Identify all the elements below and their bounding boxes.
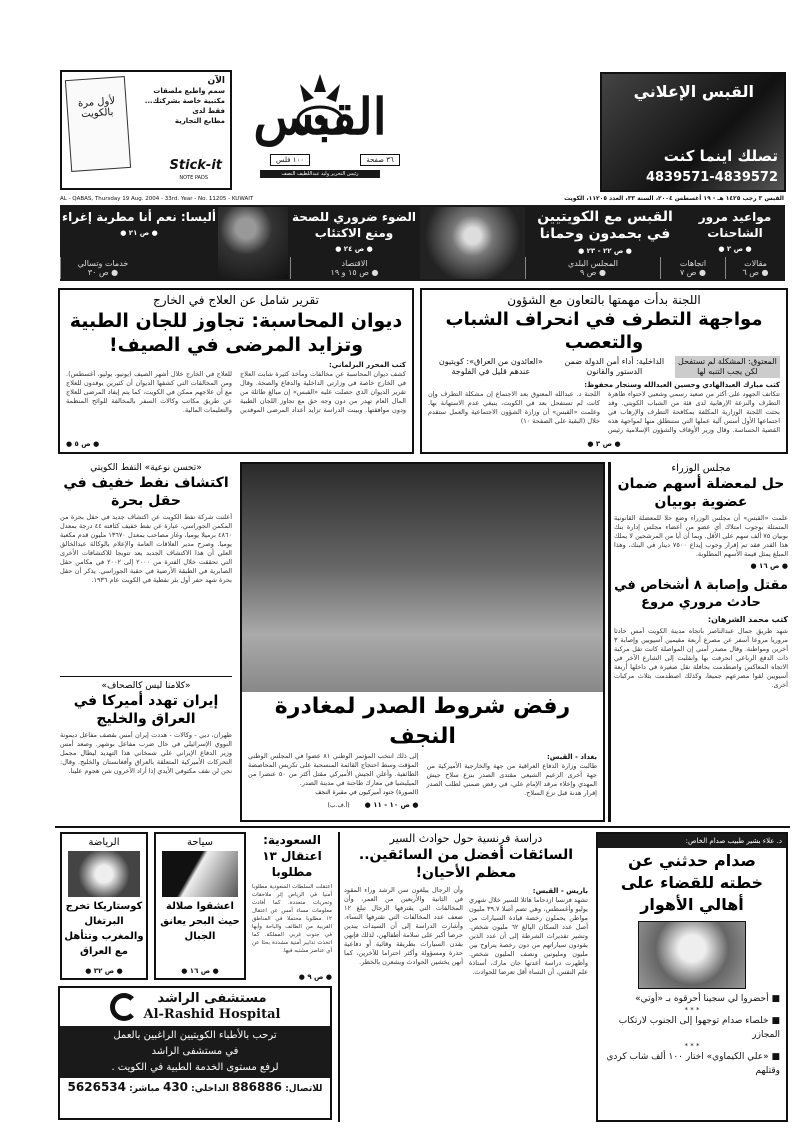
teaser-title: الضوء ضروري للصحة ومنع الاكتئاب xyxy=(291,210,417,240)
story-byline: كتب محمد الشرهان: xyxy=(707,615,788,624)
story-byline: كتب مبارك العبدالهادي وحسين العبدالله وسنجار محفوظ: xyxy=(584,381,780,389)
page-ref: ● ص ٩ ● xyxy=(298,973,332,981)
ad-brand: Stick-it xyxy=(169,158,222,173)
photo-salalah xyxy=(162,851,238,897)
story-kicker: د. علاء بشير طبيب صدام الخاص: xyxy=(598,834,786,848)
ext-label: الداخلي: xyxy=(191,1084,229,1094)
bullet xyxy=(604,992,780,1006)
story-headline: السائقات أفضل من السائقين.. معظم الأحيان! xyxy=(358,847,574,881)
subhead: المعتوق: المشكلة لم تستفحل لكن يجب التنبه لها xyxy=(675,356,780,378)
box-headline: اعشقوا صلالة حيث البحر يعانق الجبال xyxy=(160,901,240,942)
story-byline: كتب المحرر البرلماني: xyxy=(328,361,406,369)
story-body: أعلنت شركة نفط الكويت عن اكتشاف جديد في حقل بحرة من المكمن الجوراسي، عبارة عن نفط خفيف كثافته ٤٤ درجة بمعدل ٤٨٦٠ برميلا يوميا، وغاز مصاحب بمعدل ١٣٦٧٠ مليون قدم مكعبة يوميا. وصرح مدير العلاقات العامة والإعلام بالوكالة عبدالخالق العلي أن هذا الاكتشاف الجديد يعد تتويجا للاكتشافات الأخرى التي تحققت خلال الفترة من ٢٠٠٠ إلى ٢٠٠٢ في مكامن حقل الصابرية في الطبقة الأرضية في حقبة الجوراسي. يذكر أن حقل بحرة شهد حفر أول بئر نفطية في الكويت عام ١٩٣٦. xyxy=(60,513,232,584)
price: ١٠٠ فلس xyxy=(270,154,310,166)
hospital-contact xyxy=(60,1078,330,1097)
dateline-ar: القبس ٣ رجب ١٤٢٥ هـ - ١٩ أغسطس ٢٠٠٤، السنة ٣٣، العدد ١١٢٠٥، الكويت xyxy=(564,195,784,202)
page-ref: ● ص ٢٤ ● xyxy=(335,245,373,253)
story-oil[interactable] xyxy=(60,462,232,672)
page-ref: ● ص ٧ xyxy=(679,268,707,277)
story-saddam[interactable] xyxy=(596,832,788,1122)
section-label: المجلس البلدي xyxy=(567,259,619,268)
teaser-trucks[interactable] xyxy=(685,205,785,255)
story-cabinet[interactable] xyxy=(614,462,788,571)
bullet-text: خلصاء صدام توجهوا إلى الجنوب لارتكاب المجازر xyxy=(618,1016,780,1040)
story-kicker: تقرير شامل عن العلاج في الخارج xyxy=(153,293,319,307)
story-kicker: «تحسن نوعية» النفط الكويتي xyxy=(90,463,202,473)
ad-line: سمم واطبع ملصقات xyxy=(153,87,225,95)
story-kicker: دراسة فرنسية حول حوادث السير xyxy=(389,832,543,845)
square-bullet-icon: ■ xyxy=(768,1016,780,1026)
page-ref: ● ص ٥ ● xyxy=(66,440,100,448)
dateline-en: AL - QABAS, Thursday 19 Aug. 2004 - 33rd. Year - No. 11205 - KUWAIT xyxy=(60,196,254,202)
story-body: علمت «القبس» أن مجلس الوزراء وضع حلا للمعضلة القانونية المتمثلة بوجوب امتلاك أي عضو من أعضاء مجلس إدارة بنك بوبيان ٧٥ ألف سهم على الأقل. وبما أن أيا من المرشحين لا يملك هذا القدر فقد تم إقرار وجوب إيداع ٧٥٠٠ دينار في البنك، وهذا المبلغ يمثل قيمة الأسهم المطلوبة. xyxy=(614,514,788,558)
hospital-crescent-logo-icon xyxy=(110,993,138,1021)
separator: * * * xyxy=(684,1006,700,1014)
story-kicker: مجلس الوزراء xyxy=(671,463,731,474)
story-headline: السعودية: اعتقال ١٣ مطلوبا xyxy=(262,833,322,879)
story-headline: اكتشاف نفط خفيف في حقل بحرة xyxy=(63,475,229,509)
logo-text: القبس xyxy=(253,87,387,146)
section-label: اتجاهات xyxy=(679,259,707,268)
separator: * * * xyxy=(684,1042,700,1050)
teaser-title: القبس مع الكويتيين في بحمدون وحمانا xyxy=(537,209,673,242)
story-extremism[interactable] xyxy=(420,288,788,454)
story-kicker: اللجنة بدأت مهمتها بالتعاون مع الشؤون xyxy=(507,293,701,307)
teaser-title: أليسا: نعم أنا مطربة إغراء xyxy=(62,210,216,224)
logo xyxy=(240,70,400,192)
page-ref: ● ص ٣٢ ● xyxy=(85,967,123,975)
story-body: تشهد فرنسا ازدحاما هائلا للسير خلال شهري يوليو وأغسطس، وهي تضم أصلا ٣٩.٧ مليون مواطن يحملون رخصة قيادة السيارات من أصل عدد السكان البالغ ٦٢ مليون شخص. وتشير تقديرات الشرطة إلى أن عدد الذين يقودون سياراتهم من دون رخصة يتراوح بين مليون ومليونين ونصف المليون شخص. وأظهرت دراسة أعدتها جان مارك، أستاذة علم النفس، أن النساء أقل تعرضا للحوادث. xyxy=(469,896,588,976)
ad-brand-sub: NOTE PADS xyxy=(179,175,208,181)
ext-number: 430 xyxy=(162,1080,189,1094)
direct-label: مباشر: xyxy=(129,1084,160,1094)
photo-soccer xyxy=(68,851,140,897)
teaser-bhamdoun[interactable] xyxy=(525,205,685,255)
ad-line: في مستشفى الراشد xyxy=(151,1046,239,1057)
ad-stickit[interactable] xyxy=(60,70,232,190)
teaser-photo-bhamdoun xyxy=(420,207,525,279)
contact-label: للاتصال: xyxy=(285,1084,323,1094)
story-headline: رفض شروط الصدر لمغادرة النجف xyxy=(274,694,571,749)
section-services[interactable] xyxy=(60,257,145,279)
ad-qabas-ads[interactable] xyxy=(600,72,786,192)
story-body: طالبت وزارة الدفاع العراقية من جهة والخارجية الأميركية من جهة أخرى الزعيم الشيعي مقتدى الصدر بنزع سلاح جيش المهدي وإخلاء مرقد الإمام علي، في رفض ضمني لطلب الصدر إقرار هدنة قبل نزع السلاح. xyxy=(426,762,597,797)
box-label: الرياضة xyxy=(88,837,120,848)
ad-al-rashid-hospital[interactable] xyxy=(58,986,332,1120)
story-najaf[interactable] xyxy=(240,462,605,822)
page-ref: ● ص ٩ xyxy=(579,268,607,277)
phone-number: 886886 xyxy=(231,1080,283,1094)
photo-caption: (الصورة) جنود أميركيون في مقبرة النجف xyxy=(315,789,419,796)
story-headline: ديوان المحاسبة: تجاوز للجان الطبية وتزايد المرضى في الصيف! xyxy=(69,310,403,356)
ad-qabas-slogan: تصلك اينما كنت xyxy=(663,147,778,165)
direct-number: 5626534 xyxy=(67,1080,126,1094)
story-headline: حل لمعضلة أسهم ضمان عضوية بوبيان xyxy=(617,476,785,510)
story-headline: صدام حدثني عن خطته للقضاء على أهالي الأهوار xyxy=(620,851,764,914)
ad-line: لرفع مستوى الخدمة الطبية في الكويت . xyxy=(111,1062,279,1073)
story-body: تتكاتف الجهود على أكثر من صعيد رسمي وشعبي لاحتواء ظاهرة التطرف والنزعة الإرهابية لدى فئة من الشباب الكويتي. وقد بحثت اللجنة الوزارية المكلفة بمكافحة التطرف والإرهاب في اجتماعها الأول أسس آلية عملها التي ستنطلق منها لمواجهة هذه القضية الحساسة. وقال وزير الأوقاف والشؤون الإسلامية رئيس اللجنة د. عبدالله المعتوق بعد الاجتماع إن مشكلة التطرف وإن كانت لم تستفحل بعد في الكويت، ينبغي عدم الاستهانة بها. وعلمت «القبس» أن وزارة الشؤون الاجتماعية والعمل ستقدم خلال (البقية على الصفحة ١٠) xyxy=(428,390,780,434)
subhead: «العائدون من العراق»: كويتيون عندهم قليل في الفلوجة xyxy=(438,357,543,376)
box-sports[interactable] xyxy=(60,832,148,980)
ad-line: ترحب بالأطباء الكويتيين الراغبين بالعمل xyxy=(113,1030,277,1041)
ad-line: فقط لدى xyxy=(192,107,225,115)
story-kicker: «كلامنا ليس كالصحاف» xyxy=(101,681,191,691)
section-trends[interactable] xyxy=(660,257,725,279)
ad-note-text: لأول مرة بالكويت xyxy=(77,95,116,121)
ad-note-pad xyxy=(65,76,131,172)
story-headline: مقتل وإصابة ٨ أشخاص في حادث مروري مروع xyxy=(614,578,788,610)
bullet-text: «علي الكيماوي» اختار ١٠٠ ألف شاب كردي وقتلهم xyxy=(606,1052,780,1076)
teaser-elissa[interactable] xyxy=(60,205,218,255)
page-ref: ● ص ٦ xyxy=(742,268,769,277)
divider xyxy=(55,826,790,828)
box-label: سياحة xyxy=(187,837,213,848)
story-accident[interactable] xyxy=(614,577,788,822)
story-audit-bureau[interactable] xyxy=(58,288,414,454)
box-travel[interactable] xyxy=(154,832,246,980)
story-dateline: باريس - القبس: xyxy=(532,887,588,895)
photo-credit: (أ.ف.ب) xyxy=(327,802,350,809)
teaser-light[interactable] xyxy=(290,205,418,255)
story-saudi[interactable] xyxy=(252,832,332,982)
story-dateline: بغداد - القبس: xyxy=(546,753,597,761)
section-label: مقالات xyxy=(744,259,767,268)
teaser-title: مواعيد مرور الشاحنات xyxy=(698,210,772,240)
page-ref: ● ص ١٦ ● xyxy=(181,967,219,975)
column-divider xyxy=(608,462,611,822)
bullet xyxy=(604,1050,780,1078)
ad-line: مكتبية خاصة بشركتك... xyxy=(144,97,225,105)
story-drivers[interactable] xyxy=(338,832,588,1122)
page-ref: ● ص ٣٠ xyxy=(87,268,119,277)
section-label: خدمات وتسالي xyxy=(77,259,129,268)
bullet-text: أحضروا لي سجينا أحرقوه بـ «أوتي» xyxy=(635,994,769,1004)
bullet xyxy=(604,1014,780,1042)
page-count: ٣٦ صفحة xyxy=(360,154,400,166)
page-ref: ● ص ١٠ - ١١ ● xyxy=(364,801,419,809)
story-body: إلى ذلك انتخب المؤتمر الوطني ٨١ عضوا في المجلس الوطني المؤقت وسط احتجاج القائمة المنسحبة على تكريس المحاصصة الطائفية. وأعلن الجيش الأميركي مقتل أكثر من ٥٠ عنصرا من الميليشيا في معارك طاحنة في مدينة الصدر. xyxy=(248,752,419,787)
story-headline: مواجهة التطرف في انحراف الشباب والتعصب xyxy=(445,309,763,353)
page-ref: ● ص ٣ ● xyxy=(587,440,621,448)
section-label: الاقتصاد xyxy=(341,259,368,268)
page-ref: ● ص ٢١ ● xyxy=(120,229,158,237)
hospital-name-ar: مستشفى الراشد xyxy=(157,991,267,1006)
story-headline: إيران تهدد أميركا في العراق والخليج xyxy=(73,693,219,727)
teaser-photo-elissa xyxy=(218,207,288,279)
editor-line: رئيس التحرير وليد عبداللطيف النصف xyxy=(260,170,380,178)
ad-title: الآن xyxy=(207,76,225,86)
story-body: اعتقلت السلطات السعودية مطلوبا أمنيا في الرياض إثر ملاحقات وتحريات متعددة. كما أفادت معلومات مساء أمس عن اعتقال ١٢ مطلوبا محتملا في المناطق القريبة من الطائف والباحة وأبها في جنوب غربي المملكة. كما اتخذت تدابير أمنية مشددة بحثا عن أي عناصر مشتبه فيها. xyxy=(252,884,332,954)
page-ref: ● ص ٢٢ - ٢٣ ● xyxy=(578,247,632,255)
page-ref: ● ص ٢ ● xyxy=(718,245,752,253)
story-body: كشف ديوان المحاسبة عن مخالفات ومآخذ كثيرة شابت العلاج في الخارج خاصة في وزارتي الداخلية والدفاع والصحة. وقال تقرير الديوان الذي حصلت عليه «القبس» إن مبالغ طائلة من المال العام تهدر من دون وجه حق مع تجاوز اللجان الطبية ودون موافقتها. وبينت الدراسة تزايد أعداد المرضى الموفدين للعلاج في الخارج خلال أشهر الصيف (يونيو، يوليو، أغسطس). ومن المخالفات التي كشفها الديوان أن كثيرين يوفدون للعلاج مع أن علاجهم ممكن في الكويت، كما يتم إيفاد المرضى للعلاج عن طريق مكاتب وكالات السفر بالمخالفة للوائح المنظمة والتعليمات المالية. xyxy=(66,370,406,414)
story-body: طهران، دبي - وكالات - هددت إيران أمس بقصف مفاعل ديمونة النووي الإسرائيلي في حال ضرب مفاعل بوشهر. وصعد أمس وزير الدفاع الإيراني علي شمخاني هذا التهديد ليطال مجمل التحركات الأميركية المتعلقة بالعراق وأفغانستان والخليج. وقال: نحن لن نقف مكتوفي الأيدي إذا أراد الآخرون شن هجوم علينا. xyxy=(60,731,232,775)
ad-qabas-phone: 4839571-4839572 xyxy=(645,170,778,185)
photo-najaf-cemetery xyxy=(242,464,603,692)
page-ref: ● ص ١٥ و ١٩ xyxy=(330,268,379,277)
hospital-name-en: Al-Rashid Hospital xyxy=(143,1007,281,1022)
page-ref: ● ص ١٦ ● xyxy=(750,562,788,570)
ad-qabas-title: القبس الإعلاني xyxy=(633,82,754,101)
square-bullet-icon: ■ xyxy=(768,994,780,1004)
story-iran[interactable] xyxy=(60,680,232,820)
story-body: شهد طريق جمال عبدالناصر باتجاه مدينة الكويت أمس حادثا مروريا مروعا أسفر عن مصرع أربعة مقيمين آسيويين وإصابة ٣ آخرين ومواطنة. وقال مصدر أمني إن المواصلة كانت تقل مركبة ذات الدفع الرباعي انحرفت بها وانقلبت إلى الشارع الآخر في الاتجاه المعاكس واصطدمت بحافلة نقل صغيرة في داخلها أربعة آسيويين لقوا مصرعهم جميعا، وكذلك اصطدمت بثلاث مركبات أخرى. xyxy=(614,627,788,689)
section-economy[interactable] xyxy=(290,257,418,279)
subhead: الداخلية: أداء أمن الدولة ضمن الدستور والقانون xyxy=(564,357,665,376)
photo-alaa-bashir xyxy=(638,921,746,989)
ad-line: مطابع التجارية xyxy=(174,117,225,125)
section-council[interactable] xyxy=(525,257,660,279)
teaser-strip xyxy=(60,205,785,281)
box-headline: كوستاريكا تخرج البرتغال والمغرب وتتأهل مع العراق xyxy=(64,901,144,957)
story-body: وأن الرجال يبلغون سن الرشد وراء المقود في الثانية والأربعين من العمر، وأن المخالفات التي يقترفها الرجال تبلغ ١٢ ضعف عدد المخالفات التي تقترفها النساء. وأشارت الدراسة إلى أن السيدات يبدين حرصا أكبر على سلامة أطفالهن، لذلك فإنهن يقدن السيارات بطريقة وقائية أو دفاعية حذرة ومسؤولة وأكثر احتراما للآخرين، كما أنهن يخشين الحوادث ويشعرن بالخطر. xyxy=(344,886,463,966)
section-articles[interactable] xyxy=(725,257,785,279)
square-bullet-icon: ■ xyxy=(768,1052,780,1062)
divider xyxy=(60,676,232,677)
